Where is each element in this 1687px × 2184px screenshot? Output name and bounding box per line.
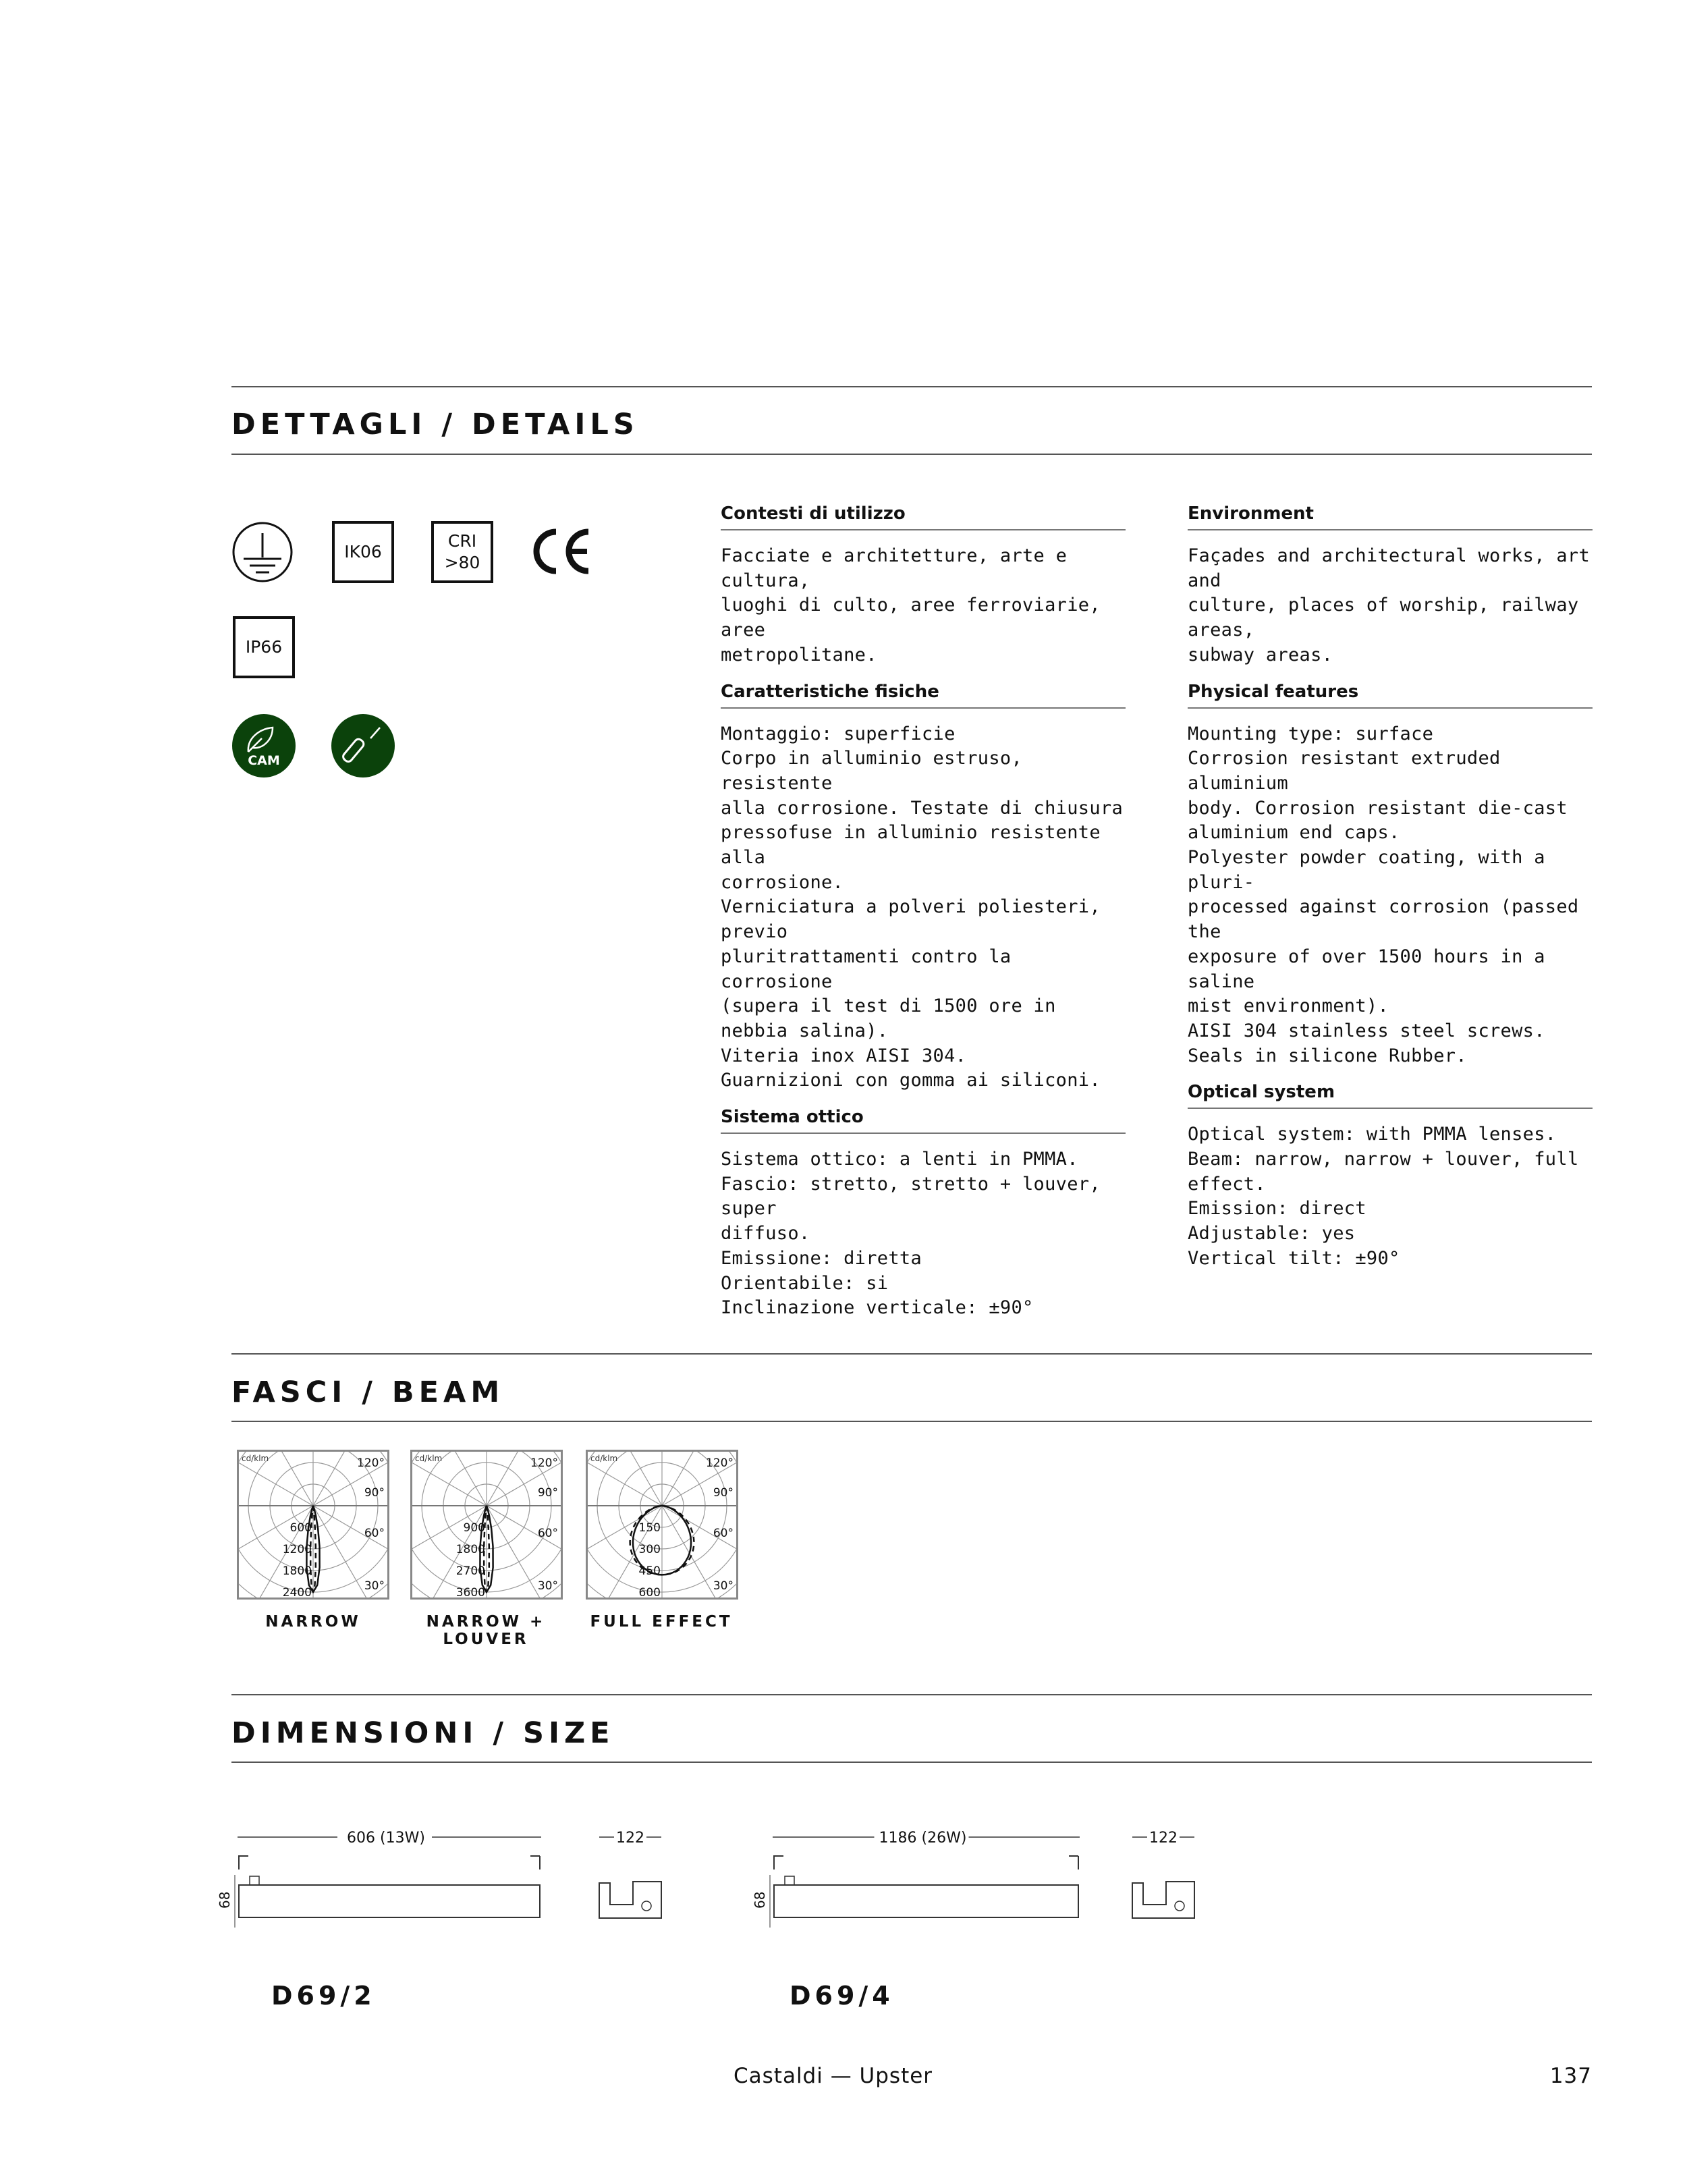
cable-gland — [250, 1876, 259, 1885]
height-label: 68 — [217, 1891, 233, 1909]
pivot-screw — [1175, 1901, 1184, 1911]
angle-label: 120° — [706, 1456, 734, 1470]
polar-svg — [412, 1452, 561, 1598]
angle-label: 30° — [537, 1579, 558, 1593]
polar-diagram-full-effect — [586, 1450, 738, 1600]
polar-svg — [588, 1452, 736, 1598]
length-label: 606 (13W) — [347, 1830, 425, 1847]
dimension-drawing-d69-4 — [752, 1822, 1178, 1940]
dimension-svg — [752, 1822, 1178, 1937]
polar-diagram-narrow-louver — [410, 1450, 563, 1600]
ip-rating-text: IP66 — [245, 636, 283, 657]
spec-heading: Contesti di utilizzo — [721, 503, 1126, 530]
radial-tick-label: 2400 — [282, 1586, 312, 1598]
ce-mark-icon — [530, 528, 592, 575]
unit-label: cd/klm — [590, 1454, 618, 1463]
angle-label: 60° — [713, 1527, 734, 1540]
depth-label: 122 — [1149, 1830, 1178, 1847]
radial-tick-label: 300 — [638, 1543, 661, 1556]
section-title-size: DIMENSIONI / SIZE — [231, 1716, 615, 1750]
beam-label: FULL EFFECT — [590, 1613, 733, 1631]
spec-heading: Optical system — [1188, 1082, 1593, 1109]
cam-leaf-icon — [232, 714, 296, 777]
pivot-screw — [642, 1901, 651, 1911]
radial-tick-label: 3600 — [455, 1586, 485, 1598]
bracket — [774, 1856, 1078, 1869]
angle-label: 90° — [364, 1486, 385, 1500]
page-number: 137 — [1549, 2064, 1592, 2088]
model-code: D69/2 — [271, 1981, 376, 2011]
footer-brand: Castaldi — Upster — [734, 2064, 933, 2088]
ip-rating-badge — [233, 616, 295, 678]
divider — [231, 1762, 1592, 1763]
english-specs-column — [1188, 503, 1593, 1285]
bracket — [239, 1856, 540, 1869]
length-label: 1186 (26W) — [879, 1830, 967, 1847]
spec-body: Façades and architectural works, art and culture, places of worship, railway areas, subway areas. — [1188, 545, 1590, 665]
divider — [231, 386, 1592, 387]
spec-heading: Physical features — [1188, 682, 1593, 709]
angle-label: 30° — [713, 1579, 734, 1593]
angle-label: 60° — [537, 1527, 558, 1540]
spec-body: Montaggio: superficie Corpo in alluminio estruso, resistente alla corrosione. Testate di chiusura pressofuse in alluminio resistente alla corrosione. Verniciatura a polveri poliesteri, previo pluritrattamenti contro la corrosione (supera il test di 1500 ore in nebbia salina). Viteria inox AISI 304. Guarnizioni con gomma ai siliconi. — [721, 723, 1123, 1091]
side-profile — [1132, 1882, 1194, 1918]
dimension-svg — [217, 1822, 644, 1937]
angle-label: 60° — [364, 1527, 385, 1540]
radial-tick-label: 450 — [638, 1564, 661, 1578]
cri-value: >80 — [444, 553, 480, 572]
cri-badge — [431, 521, 493, 583]
beam-label: NARROW + LOUVER — [426, 1613, 546, 1648]
angle-label: 90° — [713, 1486, 734, 1500]
radial-tick-label: 1800 — [282, 1564, 312, 1578]
angle-label: 120° — [357, 1456, 385, 1470]
section-title-beam: FASCI / BEAM — [231, 1375, 505, 1409]
angle-label: 90° — [537, 1486, 558, 1500]
radial-tick-label: 1200 — [282, 1543, 312, 1556]
angle-label: 30° — [364, 1579, 385, 1593]
ik-rating-badge — [332, 521, 394, 583]
section-title-details: DETTAGLI / DETAILS — [231, 408, 639, 441]
radial-tick-label: 2700 — [455, 1564, 485, 1578]
spec-body: Optical system: with PMMA lenses. Beam: narrow, narrow + louver, full effect. Emission: direct Adjustable: yes Vertical tilt: ±90° — [1188, 1124, 1579, 1269]
unit-label: cd/klm — [415, 1454, 443, 1463]
italian-specs-column — [721, 503, 1126, 1334]
divider — [231, 454, 1592, 455]
unit-label: cd/klm — [242, 1454, 269, 1463]
dimension-drawing-d69-2 — [217, 1822, 644, 1940]
side-profile — [599, 1882, 661, 1918]
height-label: 68 — [752, 1891, 768, 1909]
radial-tick-label: 900 — [463, 1521, 485, 1535]
luminaire-body — [239, 1885, 540, 1917]
divider — [231, 1421, 1592, 1422]
radial-tick-label: 150 — [638, 1521, 661, 1535]
polar-diagram-narrow — [237, 1450, 389, 1600]
spec-heading: Environment — [1188, 503, 1593, 530]
cri-label: CRI — [447, 530, 477, 551]
radial-tick-label: 600 — [289, 1521, 312, 1535]
divider — [231, 1694, 1592, 1695]
spec-heading: Sistema ottico — [721, 1107, 1126, 1134]
cam-label: CAM — [248, 753, 280, 768]
angle-label: 120° — [530, 1456, 558, 1470]
radial-tick-label: 1800 — [455, 1543, 485, 1556]
cable-gland — [785, 1876, 794, 1885]
spec-body: Sistema ottico: a lenti in PMMA. Fascio: stretto, stretto + louver, super diffuso. Emissione: diretta Orientabile: si Inclinazione verticale: ±90° — [721, 1149, 1101, 1319]
ground-symbol-icon — [231, 521, 294, 583]
spec-body: Mounting type: surface Corrosion resistant extruded aluminium body. Corrosion resistant die-cast aluminium end caps. Polyester powder coating, with a pluri- processed against corrosion (passed the exposure of over 1500 hours in a saline mist environment). AISI 304 stainless steel screws. Seals in silicone Rubber. — [1188, 723, 1579, 1066]
polar-svg — [239, 1452, 387, 1598]
radial-tick-label: 600 — [638, 1586, 661, 1598]
beam-label: NARROW — [265, 1613, 361, 1631]
spec-heading: Caratteristiche fisiche — [721, 682, 1126, 709]
depth-label: 122 — [616, 1830, 644, 1847]
ik-rating-text: IK06 — [344, 541, 382, 562]
spec-body: Facciate e architetture, arte e cultura, luoghi di culto, aree ferroviarie, aree metropolitane. — [721, 545, 1101, 665]
divider — [231, 1353, 1592, 1355]
luminaire-body — [774, 1885, 1078, 1917]
model-code: D69/4 — [790, 1981, 894, 2011]
screwdriver-icon — [331, 714, 395, 777]
